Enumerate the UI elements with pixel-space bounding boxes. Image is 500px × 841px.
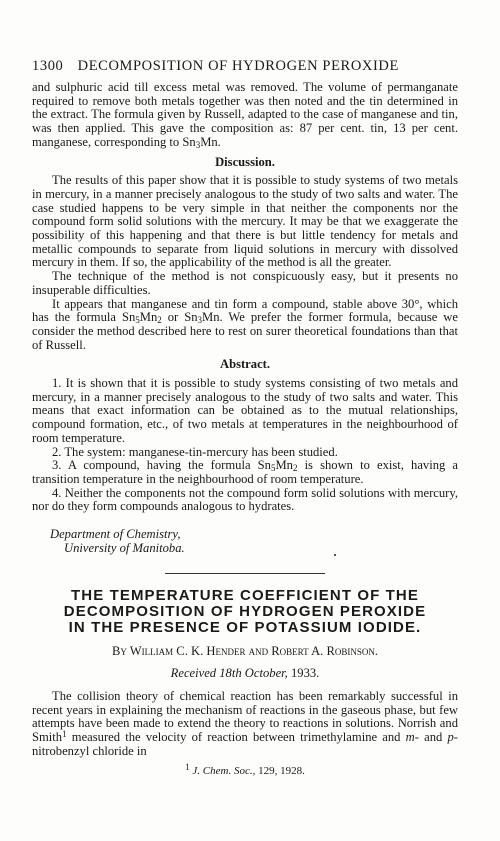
abstract-item-4: 4. Neither the components not the compound form solid solutions with mercury, nor do they form compounds analogous to hydrates. bbox=[32, 485, 458, 514]
footnote-reference: 1 bbox=[62, 729, 67, 740]
abstract-item-2: 2. The system: manganese-tin-mercury has been studied. bbox=[52, 444, 338, 459]
received-date: Received 18th October, 1933. bbox=[170, 666, 320, 681]
article-authors: By William C. K. Hender and Robert A. Robinson. bbox=[111, 643, 379, 658]
ornament-dot: • bbox=[333, 550, 337, 560]
abstract-heading: Abstract. bbox=[219, 357, 270, 372]
discussion-paragraph-2: The technique of the method is not conspicuously easy, but it presents no insuperable difficulties. bbox=[32, 269, 458, 297]
section-divider bbox=[165, 573, 325, 574]
intro-paragraph: and sulphuric acid till excess metal was removed. The volume of permanganate required to remove both metals together was then noted and the tin determined in the extract. The formula given by Russell, adapted to the case of manganese and tin, was then applied. This gave the composition as: 87 per cent. tin, 13 per cent. manganese, corresponding to $Sn_3Mn$. bbox=[32, 80, 458, 150]
article-title: THE TEMPERATURE COEFFICIENT OF THE DECOMPOSITION OF HYDROGEN PEROXIDE IN THE PRESENCE OF POTASSIUM IODIDE. bbox=[63, 586, 427, 636]
discussion-paragraph-3: It appears that manganese and tin form a compound, stable above 30°, which has the formula $Sn_5Mn_2$ or $Sn_3Mn$. We prefer the former formula, because we consider the method described here to rest on surer theoretical foundations than that of Russell. bbox=[32, 296, 458, 352]
abstract-item-3: 3. A compound, having the formula $Sn_5Mn_2$ is shown to exist, having a transition temperature in the neighbourhood of room temperature. bbox=[32, 458, 458, 486]
discussion-paragraph-1: The results of this paper show that it is possible to study systems of two metals in mercury, in a manner precisely analogous to the study of two salts and water. The case studied happens to be very simple in that neither the components nor the compound form solid solutions with the mercury. It may be that we exaggerate the possibility of this happening and that there is but little tendency for metals and metallic compounds to separate from liquid solutions in mercury with dissolved mercury in them. If so, the applicability of the method is all the greater. bbox=[32, 173, 458, 270]
page-body bbox=[32, 81, 458, 779]
running-header bbox=[32, 58, 399, 75]
page-number: 1300 bbox=[32, 58, 64, 74]
article-first-paragraph: The collision theory of chemical reaction has been remarkably successful in recent years in explaining the mechanism of reactions in the gaseous phase, but few attempts have been made to extend the theory to reactions in solutions. Norrish and Smith$^1$ measured the velocity of reaction between trimethylamine and m- and p-nitrobenzyl chloride in bbox=[32, 688, 458, 758]
affiliation-university: University of Manitoba. bbox=[64, 540, 185, 555]
running-title: DECOMPOSITION OF HYDROGEN PEROXIDE bbox=[77, 58, 399, 74]
affiliation-department: Department of Chemistry, bbox=[50, 527, 181, 542]
discussion-heading: Discussion. bbox=[215, 154, 275, 169]
footnote: $^1$ J. Chem. Soc., 129, 1928. bbox=[185, 762, 305, 778]
abstract-item-1: 1. It is shown that it is possible to study systems consisting of two metals and mercury, in a manner precisely analogous to the study of two salts and water. This means that exact information can be obtained as to the mutual relationships, compound formation, etc., of two metals at temperatures in the neighbourhood of room temperature. bbox=[32, 376, 458, 445]
